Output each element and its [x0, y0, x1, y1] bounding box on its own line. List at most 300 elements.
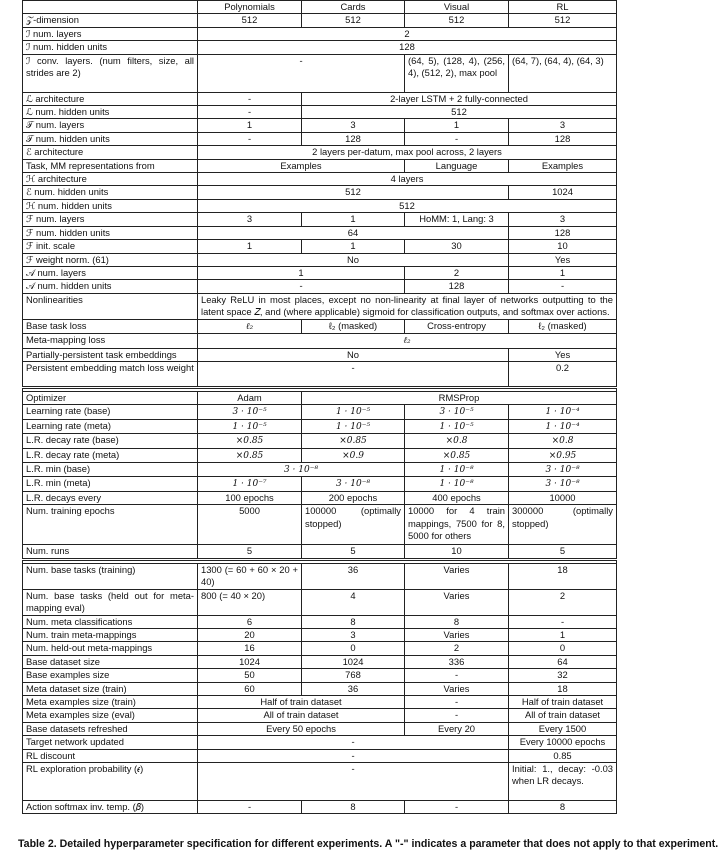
value-text: 5 [246, 545, 253, 557]
value-cell [405, 709, 509, 722]
value-text: 8 [350, 615, 356, 627]
row-label [23, 477, 198, 491]
value-text: 64 [557, 655, 568, 667]
value-text: - [454, 132, 459, 144]
row-label-text: Num. train meta-mappings [26, 629, 137, 640]
value-text: 10 [557, 240, 568, 252]
table-row [23, 434, 617, 448]
row-label [23, 655, 198, 668]
value-text: 2 [404, 27, 410, 39]
value-text: 10 [451, 545, 462, 557]
value-text: 5000 [239, 505, 260, 517]
value-cell [302, 642, 405, 655]
hyperparameter-table [22, 0, 617, 814]
value-cell [198, 146, 617, 159]
row-label-text: RL exploration probability (𝜖) [26, 763, 144, 775]
value-cell [509, 505, 617, 545]
table-row [23, 642, 617, 655]
value-text: 0.2 [555, 361, 570, 373]
value-text: 128 [554, 132, 571, 144]
value-text: 30 [451, 240, 462, 252]
value-text: Varies [443, 563, 470, 575]
value-cell [198, 709, 405, 722]
value-cell [302, 92, 617, 105]
value-cell [198, 477, 302, 491]
row-label [23, 589, 198, 615]
table-row [23, 709, 617, 722]
row-label-text: ℒ architecture [26, 92, 85, 104]
value-cell [509, 722, 617, 735]
row-label [23, 293, 198, 319]
row-label-text: ℰ architecture [26, 146, 84, 158]
table-row [23, 749, 617, 762]
value-text: 512 [448, 14, 465, 26]
value-cell [198, 213, 302, 226]
value-text: Every 10000 epochs [519, 736, 606, 748]
value-text: 1 [246, 119, 253, 131]
value-text: Varies [443, 629, 470, 640]
value-text: - [247, 801, 252, 813]
value-cell [302, 213, 405, 226]
table-row [23, 213, 617, 226]
value-cell [302, 434, 405, 448]
table-row [23, 27, 617, 40]
row-label [23, 348, 198, 361]
value-text: Yes [554, 348, 571, 360]
header-cell-visual: Visual [405, 1, 509, 14]
value-cell [405, 240, 509, 253]
value-cell [198, 41, 617, 54]
table-row [23, 589, 617, 615]
row-label-text: Learning rate (meta) [26, 419, 111, 431]
value-cell [509, 642, 617, 655]
table-row [23, 132, 617, 145]
value-text: 1 [246, 240, 253, 252]
value-cell [198, 186, 509, 199]
row-label-text: Num. training epochs [26, 505, 115, 517]
value-cell [509, 801, 617, 814]
value-cell [198, 642, 302, 655]
value-text: - [351, 736, 355, 748]
value-cell [302, 448, 405, 462]
row-label [23, 434, 198, 448]
value-cell [405, 405, 509, 419]
value-cell [405, 319, 509, 333]
value-cell [198, 159, 405, 172]
table-row [23, 448, 617, 462]
table-row [23, 54, 617, 92]
value-text: - [299, 54, 303, 66]
value-cell [198, 253, 509, 266]
row-label [23, 491, 198, 504]
value-text: 3 · 10⁻⁵ [439, 407, 474, 418]
row-label-text: 𝒜 num. hidden units [26, 280, 112, 292]
header-cell-polynomials: Polynomials [198, 1, 302, 14]
value-text: 128 [399, 41, 415, 53]
table-row [23, 763, 617, 801]
value-text: Every 1500 [538, 722, 587, 734]
value-cell [405, 419, 509, 433]
value-text: ×0.85 [235, 450, 264, 461]
value-cell [198, 27, 617, 40]
value-cell [509, 405, 617, 419]
row-label [23, 642, 198, 655]
value-text: 1300 (= 60 + 60 × 20 + 40) [201, 563, 298, 587]
value-text: 1 [350, 240, 356, 252]
value-cell [509, 589, 617, 615]
value-text: 3 · 10⁻⁸ [283, 464, 319, 475]
row-label [23, 361, 198, 387]
row-label [23, 391, 198, 404]
table-row [23, 655, 617, 668]
table-row [23, 722, 617, 735]
value-cell [509, 361, 617, 387]
value-text: Varies [443, 589, 470, 601]
table-row [23, 669, 617, 682]
row-label-text: 𝒯 num. hidden units [26, 132, 110, 144]
value-cell [198, 749, 509, 762]
row-label [23, 334, 198, 348]
value-cell [509, 132, 617, 145]
value-text: - [454, 709, 459, 721]
header-row [23, 1, 617, 14]
value-text: 3 [246, 213, 253, 225]
row-label-text: Task, MM representations from [26, 159, 155, 171]
value-cell [302, 801, 405, 814]
value-text: 1 · 10⁻⁵ [335, 421, 371, 432]
value-text: 800 (= 40 × 20) [201, 589, 266, 601]
value-text: 32 [557, 669, 568, 681]
value-text: 1 · 10⁻⁴ [545, 421, 580, 432]
row-label [23, 615, 198, 628]
value-text: Cross-entropy [427, 319, 486, 331]
row-label [23, 266, 198, 279]
value-text: - [454, 669, 459, 681]
value-text: 4 layers [390, 173, 424, 185]
value-text: 3 [350, 119, 356, 131]
value-text: 1 [350, 213, 356, 225]
value-text: 1 · 10⁻⁷ [232, 479, 267, 490]
value-text: 1 · 10⁻⁵ [232, 421, 267, 432]
value-cell [302, 615, 405, 628]
value-text: 200 epochs [328, 491, 378, 503]
row-label-text: ℋ architecture [26, 173, 87, 185]
row-label-text: Num. meta classifications [26, 615, 133, 627]
value-text: 512 [241, 14, 258, 26]
row-label [23, 186, 198, 199]
value-cell [198, 563, 302, 589]
value-cell [302, 545, 405, 559]
value-text: ℓ₂ [403, 336, 411, 347]
value-cell [198, 54, 405, 92]
row-label [23, 563, 198, 589]
row-label-text: 𝒜 num. layers [26, 266, 86, 278]
value-cell [198, 505, 302, 545]
table-row [23, 615, 617, 628]
value-cell [405, 477, 509, 491]
value-cell [198, 462, 405, 476]
row-label [23, 106, 198, 119]
value-text: 1 [298, 266, 304, 278]
value-text: 2 layers per-datum, max pool across, 2 layers [312, 146, 502, 158]
value-cell [405, 696, 509, 709]
value-text: ℓ₂ [245, 321, 254, 332]
row-label-text: Optimizer [26, 391, 67, 403]
value-text: 4 [350, 589, 356, 601]
value-text: ×0.8 [445, 436, 468, 447]
value-cell [198, 119, 302, 132]
table-row [23, 253, 617, 266]
row-label [23, 462, 198, 476]
row-label [23, 146, 198, 159]
value-cell [509, 266, 617, 279]
value-text: Examples [280, 159, 322, 171]
value-text: (64, 5), (128, 4), (256, 4), (512, 2), max pool [408, 54, 505, 79]
value-cell [198, 132, 302, 145]
value-cell [509, 696, 617, 709]
value-text: - [351, 749, 355, 761]
row-label-text: 𝒵-dimension [26, 14, 79, 26]
value-text: 1024 [552, 186, 573, 198]
value-cell [302, 563, 405, 589]
row-label-text: Partially-persistent task embeddings [26, 348, 177, 360]
table-row [23, 505, 617, 545]
value-text: 5 [350, 545, 356, 557]
table-row [23, 199, 617, 212]
value-cell [405, 615, 509, 628]
table-row [23, 491, 617, 504]
value-text: 3 · 10⁻⁸ [335, 479, 371, 490]
value-text: 3 [350, 629, 356, 640]
table-row [23, 545, 617, 559]
value-text: 0.85 [553, 749, 572, 761]
row-label [23, 240, 198, 253]
row-label [23, 132, 198, 145]
table-row [23, 563, 617, 589]
value-cell [405, 159, 509, 172]
row-label [23, 199, 198, 212]
value-cell [198, 361, 509, 387]
value-text: 64 [347, 226, 359, 238]
value-text: 8 [453, 615, 460, 627]
table-row [23, 266, 617, 279]
row-label [23, 280, 198, 293]
value-cell [302, 655, 405, 668]
value-cell [405, 545, 509, 559]
value-text: - [560, 280, 565, 292]
table-row [23, 226, 617, 239]
value-text: 1 [559, 629, 566, 640]
table-row [23, 629, 617, 642]
value-cell [302, 419, 405, 433]
row-label-text: Base datasets refreshed [26, 722, 128, 734]
value-cell [405, 589, 509, 615]
value-cell [405, 119, 509, 132]
row-label-text: ℱ num. layers [26, 213, 85, 225]
table-row [23, 405, 617, 419]
value-cell [198, 92, 302, 105]
row-label-text: 𝒯 num. layers [26, 119, 85, 131]
value-cell [509, 434, 617, 448]
row-label-text: Meta examples size (eval) [26, 709, 135, 721]
value-cell [198, 491, 302, 504]
value-text: ℓ₂ (masked) [538, 319, 587, 331]
value-cell [509, 491, 617, 504]
value-text: Adam [237, 391, 262, 403]
value-cell [302, 391, 617, 404]
value-text: 0 [559, 642, 566, 654]
row-label [23, 448, 198, 462]
value-text: Half of train dataset [521, 696, 604, 708]
value-text: 128 [448, 280, 465, 292]
value-cell [198, 348, 509, 361]
value-text: 1 [453, 119, 460, 131]
value-text: ×0.85 [442, 450, 471, 461]
row-label [23, 14, 198, 27]
row-label [23, 92, 198, 105]
value-text: 100000 (optimally stopped) [305, 505, 401, 529]
row-label-text: Base task loss [26, 319, 87, 331]
value-cell [198, 736, 509, 749]
row-label [23, 54, 198, 92]
table-row [23, 92, 617, 105]
value-text: 1 · 10⁻⁸ [439, 479, 474, 490]
value-cell [198, 106, 302, 119]
header-cell-corner [23, 1, 198, 14]
value-cell [302, 629, 405, 642]
row-label [23, 319, 198, 333]
value-text: Every 50 epochs [266, 722, 336, 734]
value-text: 18 [557, 682, 568, 694]
row-label [23, 749, 198, 762]
value-cell [198, 545, 302, 559]
value-text: 8 [350, 801, 356, 813]
row-label-text: ℐ num. layers [26, 27, 82, 39]
value-text: 10000 for 4 train mappings, 7500 for 8, 5000 for others [408, 505, 505, 541]
value-cell [509, 419, 617, 433]
value-cell [198, 226, 509, 239]
value-text: 1024 [342, 655, 364, 667]
value-text: ×0.85 [235, 436, 264, 447]
value-text: 512 [345, 186, 361, 198]
row-label-text: Persistent embedding match loss weight [26, 361, 194, 373]
row-label-text: Action softmax inv. temp. (𝛽) [26, 801, 144, 813]
row-label [23, 629, 198, 642]
row-label-text: Base dataset size [26, 655, 101, 667]
value-text: No [347, 348, 359, 360]
row-label-text: L.R. decay rate (meta) [26, 448, 120, 460]
value-cell [198, 173, 617, 186]
value-text: 50 [244, 669, 255, 681]
value-text: 6 [246, 615, 253, 627]
value-cell [509, 615, 617, 628]
value-text: ×0.85 [339, 436, 367, 447]
value-cell [509, 253, 617, 266]
row-label [23, 722, 198, 735]
value-text: 3 · 10⁻⁵ [232, 407, 267, 418]
row-label-text: Num. base tasks (training) [26, 563, 136, 575]
row-label [23, 119, 198, 132]
value-text: 768 [345, 669, 361, 681]
value-cell [509, 159, 617, 172]
row-label-text: ℐ num. hidden units [26, 41, 108, 53]
row-label [23, 545, 198, 559]
value-text: RMSProp [438, 391, 480, 403]
row-label-text: Meta-mapping loss [26, 334, 106, 346]
value-text: 1 [559, 266, 566, 278]
value-cell [302, 477, 405, 491]
table-body [23, 1, 617, 814]
table-row [23, 696, 617, 709]
value-cell [509, 736, 617, 749]
row-label-text: Num. base tasks (held out for meta-mapping eval) [26, 589, 194, 613]
value-cell [405, 655, 509, 668]
table-row [23, 159, 617, 172]
value-text: No [347, 253, 359, 265]
value-text: 3 · 10⁻⁸ [545, 479, 580, 490]
value-cell [198, 615, 302, 628]
value-cell [509, 545, 617, 559]
value-cell [198, 319, 302, 333]
value-text: 10000 [549, 491, 576, 503]
row-label-text: ℱ weight norm. (61) [26, 253, 109, 265]
value-text: - [299, 280, 303, 292]
table-row [23, 319, 617, 333]
value-text: - [454, 801, 459, 813]
value-cell [405, 722, 509, 735]
value-cell [509, 477, 617, 491]
value-cell [405, 642, 509, 655]
value-cell [509, 14, 617, 27]
value-cell [198, 266, 405, 279]
value-text: - [351, 361, 355, 373]
row-label-text: Num. held-out meta-mappings [26, 642, 153, 654]
value-cell [509, 629, 617, 642]
table-row [23, 348, 617, 361]
value-cell [509, 749, 617, 762]
value-text: - [247, 132, 252, 144]
value-cell [405, 280, 509, 293]
value-text: 100 epochs [225, 491, 274, 503]
table-row [23, 361, 617, 387]
value-cell [509, 348, 617, 361]
row-label-text: Target network updated [26, 736, 124, 748]
row-label-text: L.R. decay rate (base) [26, 434, 119, 446]
value-text: - [351, 763, 355, 775]
value-cell [198, 280, 405, 293]
value-cell [198, 334, 617, 348]
value-text: (64, 7), (64, 4), (64, 3) [512, 54, 604, 66]
row-label-text: ℱ init. scale [26, 240, 76, 252]
value-text: - [247, 106, 252, 118]
row-label [23, 736, 198, 749]
value-cell [198, 669, 302, 682]
value-text: Leaky ReLU in most places, except no non-linearity at final layer of networks outputting to the latent space 𝑍, and (where applicable) sigmoid for classification outputs, and softmax over actions. [201, 293, 613, 318]
value-text: 18 [557, 563, 568, 575]
value-text: ×0.8 [551, 436, 574, 447]
value-text: 400 epochs [432, 491, 481, 503]
value-text: 2-layer LSTM + 2 fully-connected [390, 92, 528, 104]
value-text: All of train dataset [524, 709, 601, 721]
value-cell [509, 462, 617, 476]
row-label [23, 801, 198, 814]
table-row [23, 106, 617, 119]
value-cell [509, 280, 617, 293]
value-cell [198, 405, 302, 419]
value-text: 512 [399, 199, 415, 211]
value-text: 0 [350, 642, 356, 654]
value-cell [198, 14, 302, 27]
